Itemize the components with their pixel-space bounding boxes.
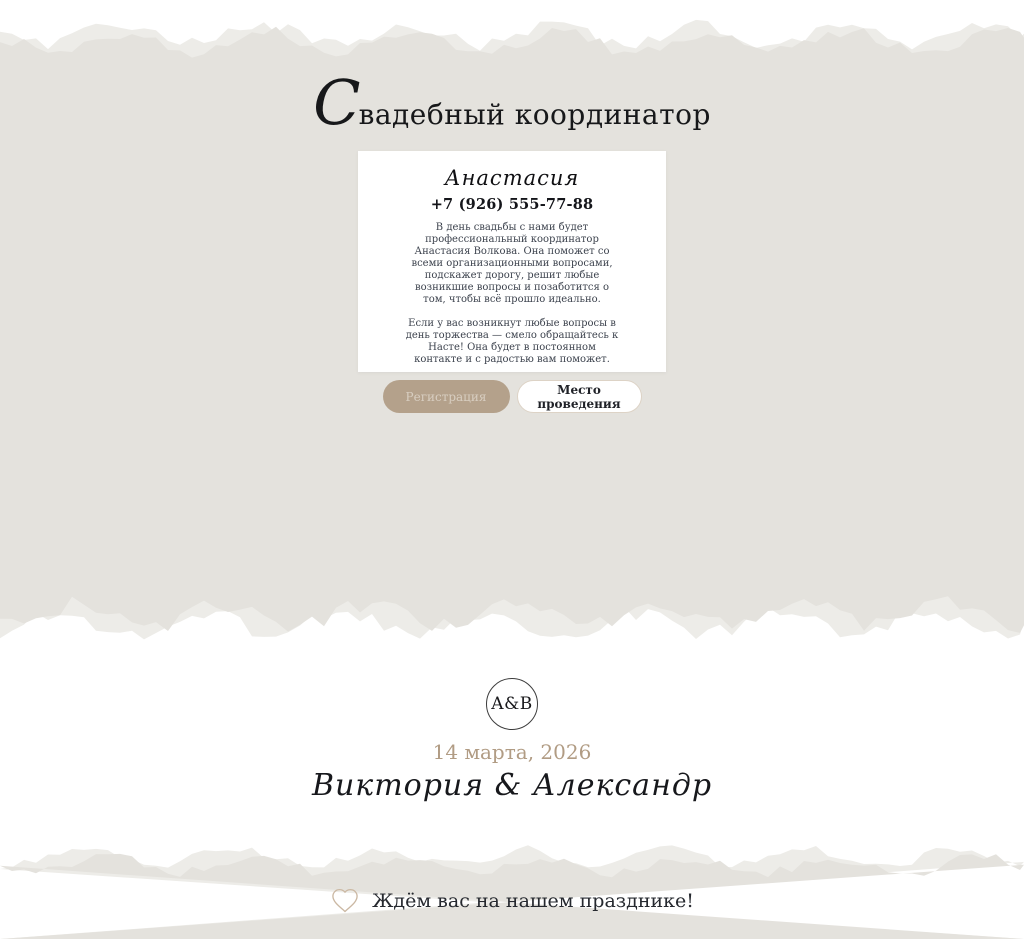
- wedding-date: 14 марта, 2026: [432, 740, 592, 764]
- title-rest: вадебный координатор: [358, 98, 711, 131]
- couple-names: Виктория & Александр: [311, 768, 713, 803]
- registration-button[interactable]: Регистрация: [383, 380, 510, 413]
- section-title: [0, 66, 1024, 139]
- monogram-text: A&B: [491, 694, 533, 714]
- banner-message: Ждём вас на нашем празднике!: [372, 889, 694, 912]
- coordinator-card: [358, 151, 666, 411]
- bottom-banner: [0, 886, 1024, 915]
- coordinator-paragraph-1: В день свадьбы с нами будет профессиональный координатор Анастасия Волкова. Она поможет со всеми организационными вопросами, подскажет дорогу, решит любые возникшие вопросы и позаботится о том, чтобы всё прошло идеально.: [411, 222, 613, 305]
- coordinator-name: Анастасия: [444, 166, 580, 190]
- heart-icon: [330, 886, 360, 915]
- monogram-badge: [486, 678, 538, 730]
- card-buttons-row: [358, 380, 666, 413]
- title-initial-letter: С: [313, 66, 359, 139]
- coordinator-paragraph-2: Если у вас возникнут любые вопросы в день торжества — смело обращайтесь к Насте! Она будет в постоянном контакте и с радостью вам поможет.: [405, 318, 619, 365]
- coordinator-phone: +7 (926) 555-77-88: [430, 196, 594, 213]
- venue-button[interactable]: Место проведения: [517, 380, 642, 413]
